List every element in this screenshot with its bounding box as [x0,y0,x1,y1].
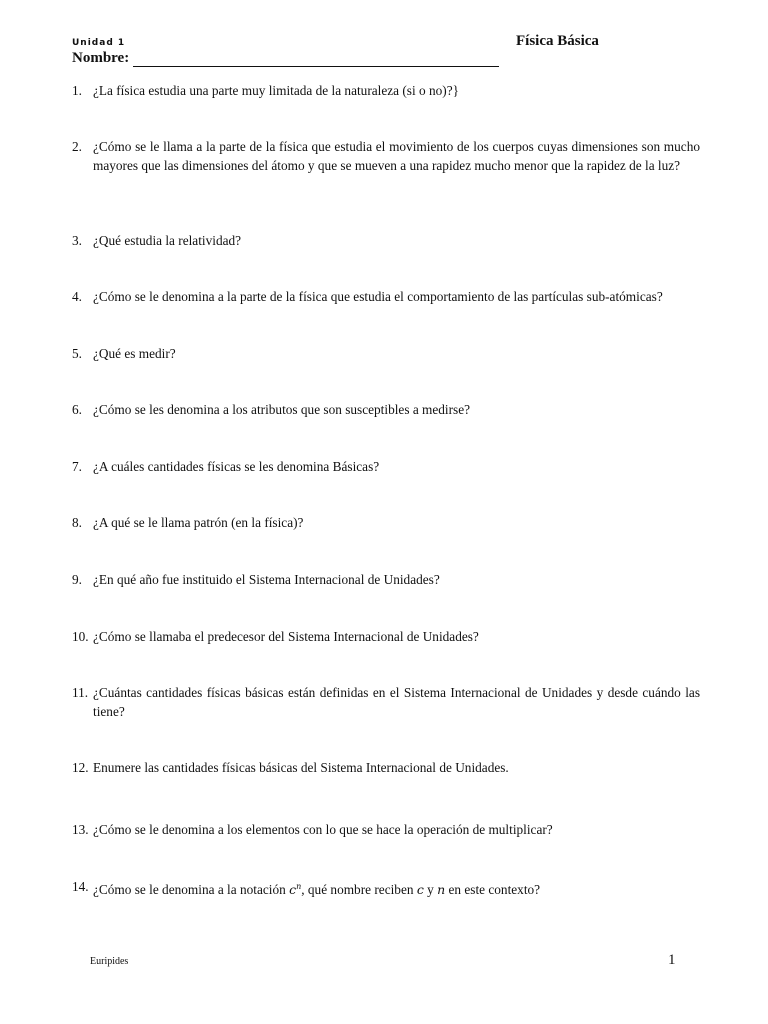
question-number: 14. [72,879,89,894]
math-exponent: n [296,882,302,891]
question-text: ¿Cuántas cantidades físicas básicas están definidas en el Sistema Internacional de Unidades y desde cuándo las tiene? [93,685,700,719]
question-number: 8. [72,515,82,530]
question-2 [72,138,700,175]
course-title: Física Básica [516,33,599,49]
question-text: ¿A cuáles cantidades físicas se les denomina Básicas? [93,459,380,474]
question-11 [72,684,700,721]
question-text: ¿A qué se le llama patrón (en la física)? [93,515,304,530]
footer-author: Euripides [90,956,129,967]
math-base: c [289,882,297,898]
question-text: Enumere las cantidades físicas básicas del Sistema Internacional de Unidades. [93,760,509,775]
question-8 [72,514,700,533]
question-number: 3. [72,233,82,248]
question-number: 1. [72,83,82,98]
question-5 [72,345,700,364]
question-text: ¿Cómo se llamaba el predecesor del Sistema Internacional de Unidades? [93,629,479,644]
question-text-part: , qué nombre reciben [301,882,417,898]
question-text: ¿Cómo se les denomina a los atributos que son susceptibles a medirse? [93,402,471,417]
question-text-part: ¿Cómo se le denomina a la notación [93,882,290,898]
question-text: ¿La física estudia una parte muy limitada de la naturaleza (si o no)?} [93,83,459,98]
question-number: 10. [72,629,89,644]
question-3 [72,232,700,251]
math-notation [289,882,301,897]
math-variable-n: n [437,882,446,898]
question-4 [72,288,700,307]
name-blank-line[interactable] [133,50,499,67]
question-14 [72,878,700,900]
question-12 [72,759,700,778]
name-field-row [72,50,499,67]
question-text: ¿Cómo se le denomina a la parte de la física que estudia el comportamiento de las partículas sub-atómicas? [93,289,663,304]
unit-label: Unidad 1 [72,38,126,48]
question-text: ¿Cómo se le llama a la parte de la física que estudia el movimiento de los cuerpos cuyas dimensiones son mucho mayores que las dimensiones del átomo y que se mueven a una rapidez mucho menor que la rapidez de la luz? [93,139,700,173]
question-9 [72,571,700,590]
question-text: ¿Cómo se le denomina a los elementos con lo que se hace la operación de multiplicar? [93,822,553,837]
question-number: 4. [72,289,82,304]
question-number: 2. [72,139,82,154]
question-text: ¿Qué es medir? [93,346,176,361]
question-number: 9. [72,572,82,587]
question-number: 12. [72,760,89,775]
question-10 [72,628,700,647]
question-number: 5. [72,346,82,361]
page-number: 1 [668,952,676,968]
question-6 [72,401,700,420]
question-1 [72,82,700,101]
question-number: 13. [72,822,89,837]
question-7 [72,458,700,477]
name-label: Nombre: [72,50,130,66]
question-number: 7. [72,459,82,474]
question-13 [72,821,700,840]
question-text [93,878,700,900]
question-text: ¿Qué estudia la relatividad? [93,233,242,248]
question-text-part: en este contexto? [445,882,541,898]
question-text: ¿En qué año fue instituido el Sistema Internacional de Unidades? [93,572,440,587]
question-number: 6. [72,402,82,417]
math-variable-c: c [416,882,424,898]
question-number: 11. [72,685,89,700]
question-text-part: y [423,882,438,898]
